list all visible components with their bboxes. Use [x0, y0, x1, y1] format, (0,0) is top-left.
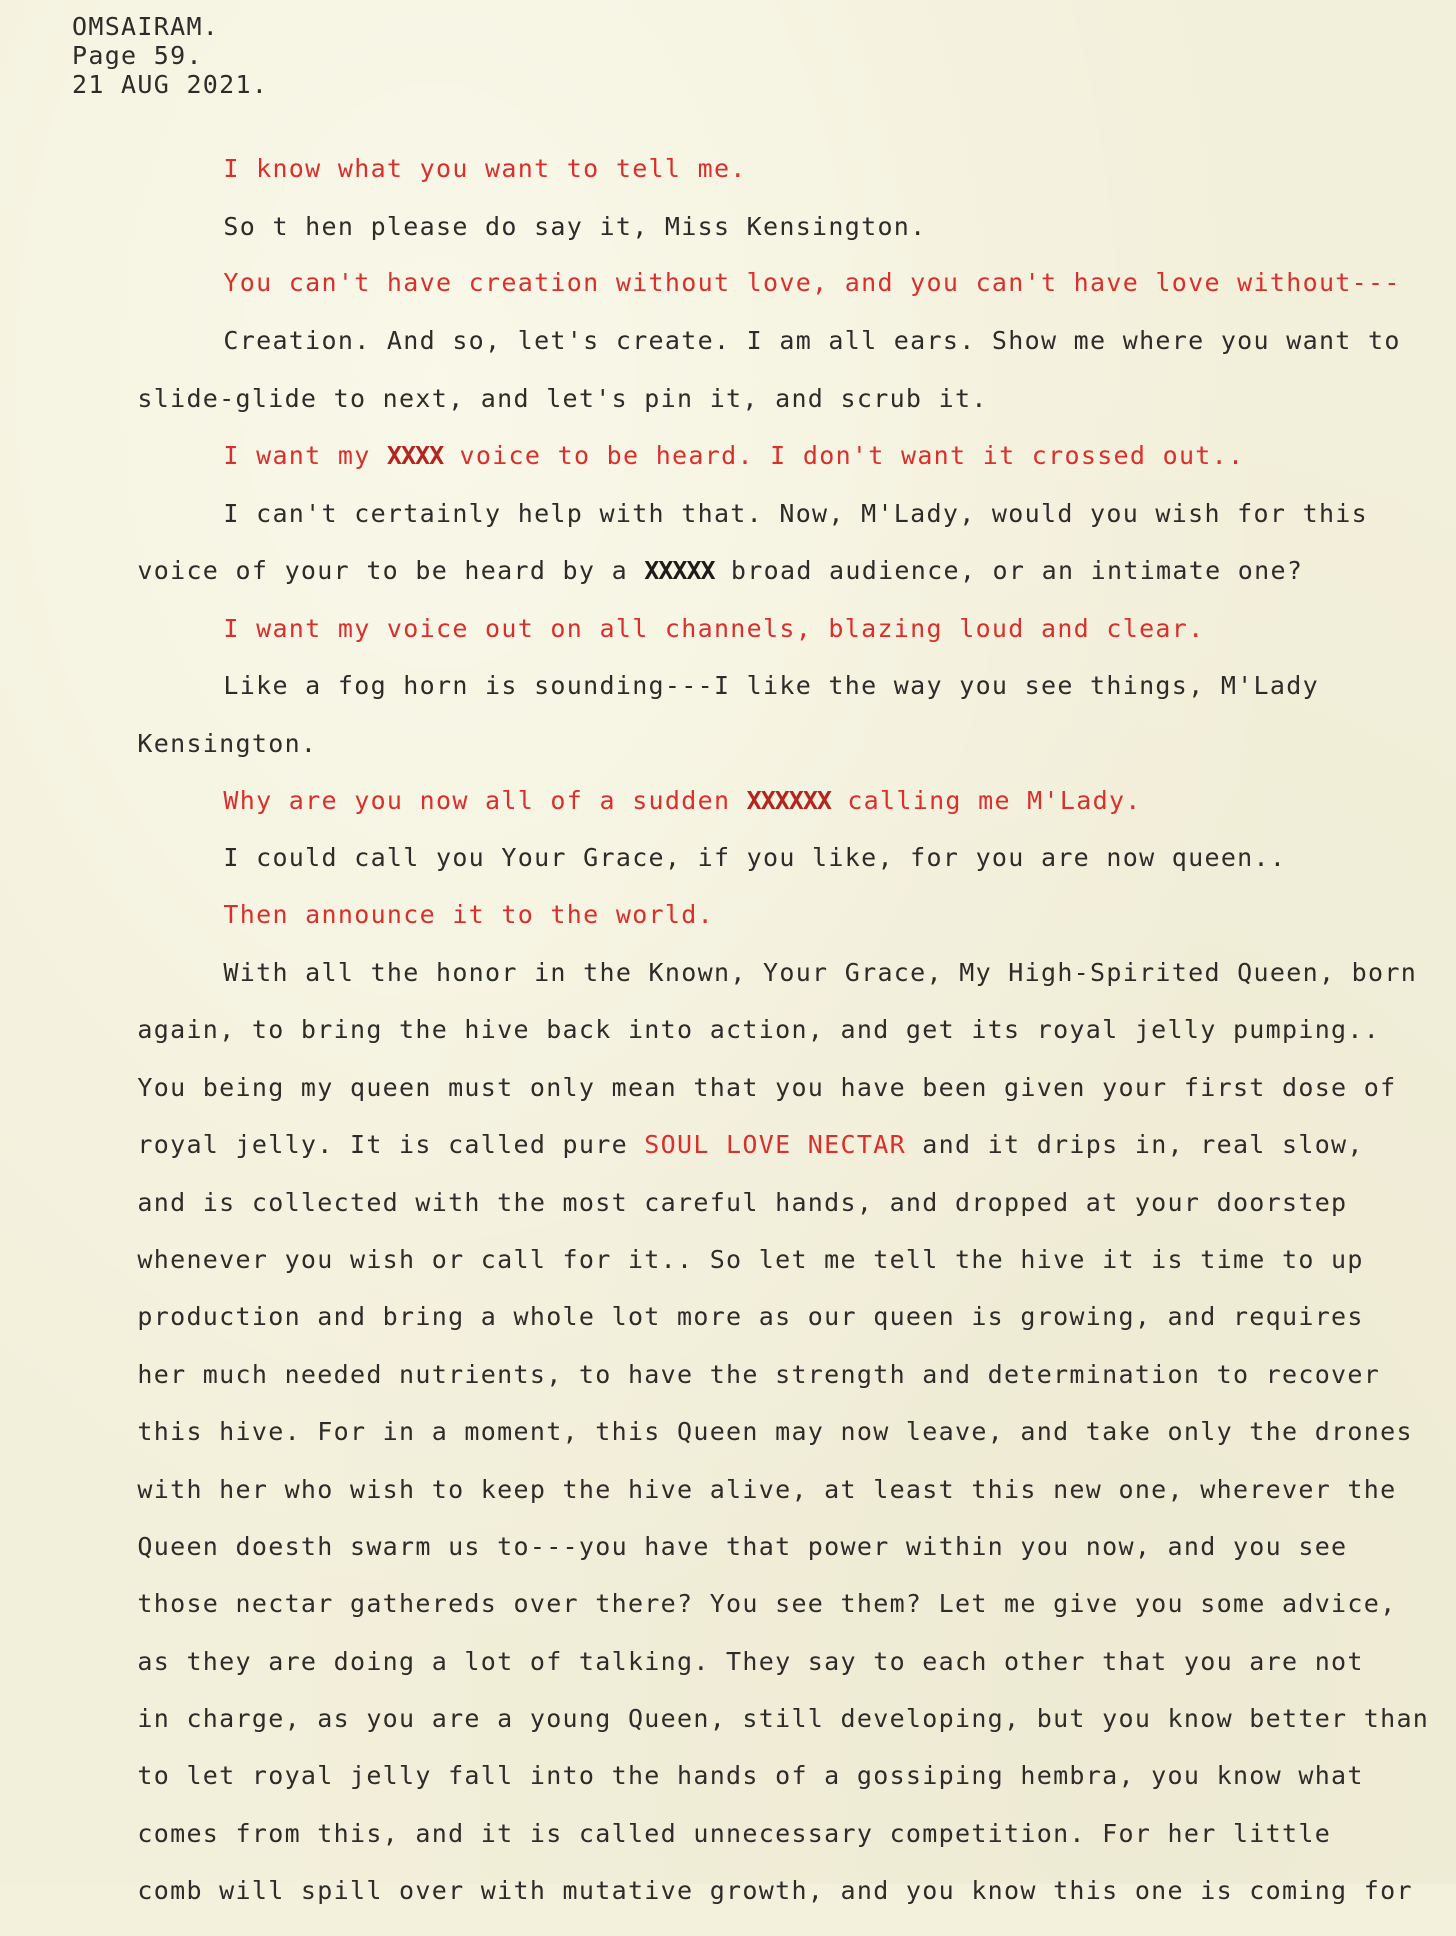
dialogue-text: and is collected with the most careful hands, and dropped at your doorstep: [137, 1188, 1348, 1217]
dialogue-text: So t hen please do say it, Miss Kensington.: [223, 212, 927, 241]
dialogue-text: I know what you want to tell me.: [223, 154, 747, 183]
dialogue-text: voice of your to be heard by a: [137, 556, 645, 585]
page-header: [72, 12, 268, 99]
struck-out-text: XXXXXX: [746, 786, 831, 815]
dialogue-text: comes from this, and it is called unnecessary competition. For her little: [137, 1819, 1332, 1848]
dialogue-text: I could call you Your Grace, if you like, for you are now queen..: [223, 843, 1287, 872]
text-line-10: [158, 641, 1319, 731]
dialogue-text: comb will spill over with mutative growth, and you know this one is coming for: [137, 1876, 1413, 1905]
dialogue-text: With all the honor in the Known, Your Grace, My High-Spirited Queen, born: [223, 958, 1418, 987]
header-date: 21 AUG 2021.: [72, 70, 269, 99]
struck-out-text: XXXXX: [644, 556, 715, 585]
dialogue-text: production and bring a whole lot more as our queen is growing, and requires: [137, 1302, 1364, 1331]
dialogue-text: whenever you wish or call for it.. So let me tell the hive it is time to up: [137, 1245, 1364, 1274]
dialogue-text: broad audience, or an intimate one?: [714, 556, 1304, 585]
dialogue-text: I can't certainly help with that. Now, M'Lady, would you wish for this: [223, 499, 1368, 528]
dialogue-text: and it drips in, real slow,: [905, 1130, 1364, 1159]
dialogue-text: this hive. For in a moment, this Queen may now leave, and take only the drones: [137, 1417, 1413, 1446]
dialogue-text: those nectar gathereds over there? You see them? Let me give you some advice,: [137, 1589, 1397, 1618]
dialogue-text: to let royal jelly fall into the hands of a gossiping hembra, you know what: [137, 1761, 1364, 1790]
text-line-31: [72, 1846, 1413, 1936]
dialogue-text: Kensington.: [137, 729, 318, 758]
highlighted-phrase: SOUL LOVE NECTAR: [644, 1130, 906, 1159]
dialogue-text: You being my queen must only mean that you have been given your first dose of: [137, 1073, 1397, 1102]
dialogue-text: calling me M'Lady.: [830, 786, 1142, 815]
struck-out-text: XXXX: [386, 441, 444, 470]
dialogue-text: voice to be heard. I don't want it crossed out..: [443, 441, 1245, 470]
dialogue-text: as they are doing a lot of talking. They say to each other that you are not: [137, 1647, 1364, 1676]
header-title: OMSAIRAM.: [72, 12, 220, 41]
dialogue-text: again, to bring the hive back into action, and get its royal jelly pumping..: [137, 1015, 1381, 1044]
dialogue-text: Then announce it to the world.: [223, 900, 714, 929]
dialogue-text: Queen doesth swarm us to---you have that power within you now, and you see: [137, 1532, 1348, 1561]
dialogue-text: You can't have creation without love, and you can't have love without---: [223, 268, 1401, 297]
dialogue-text: slide-glide to next, and let's pin it, and scrub it.: [137, 384, 988, 413]
dialogue-text: with her who wish to keep the hive alive, at least this new one, wherever the: [137, 1475, 1397, 1504]
header-page-number: Page 59.: [72, 41, 203, 70]
dialogue-text: Creation. And so, let's create. I am all ears. Show me where you want to: [223, 326, 1401, 355]
dialogue-text: royal jelly. It is called pure: [137, 1130, 645, 1159]
dialogue-text: Why are you now all of a sudden: [223, 786, 747, 815]
dialogue-text: Like a fog horn is sounding---I like the way you see things, M'Lady: [223, 671, 1319, 700]
dialogue-text: I want my: [223, 441, 387, 470]
dialogue-text: her much needed nutrients, to have the strength and determination to recover: [137, 1360, 1381, 1389]
dialogue-text: I want my voice out on all channels, blazing loud and clear.: [223, 614, 1205, 643]
dialogue-text: in charge, as you are a young Queen, still developing, but you know better than: [137, 1704, 1430, 1733]
